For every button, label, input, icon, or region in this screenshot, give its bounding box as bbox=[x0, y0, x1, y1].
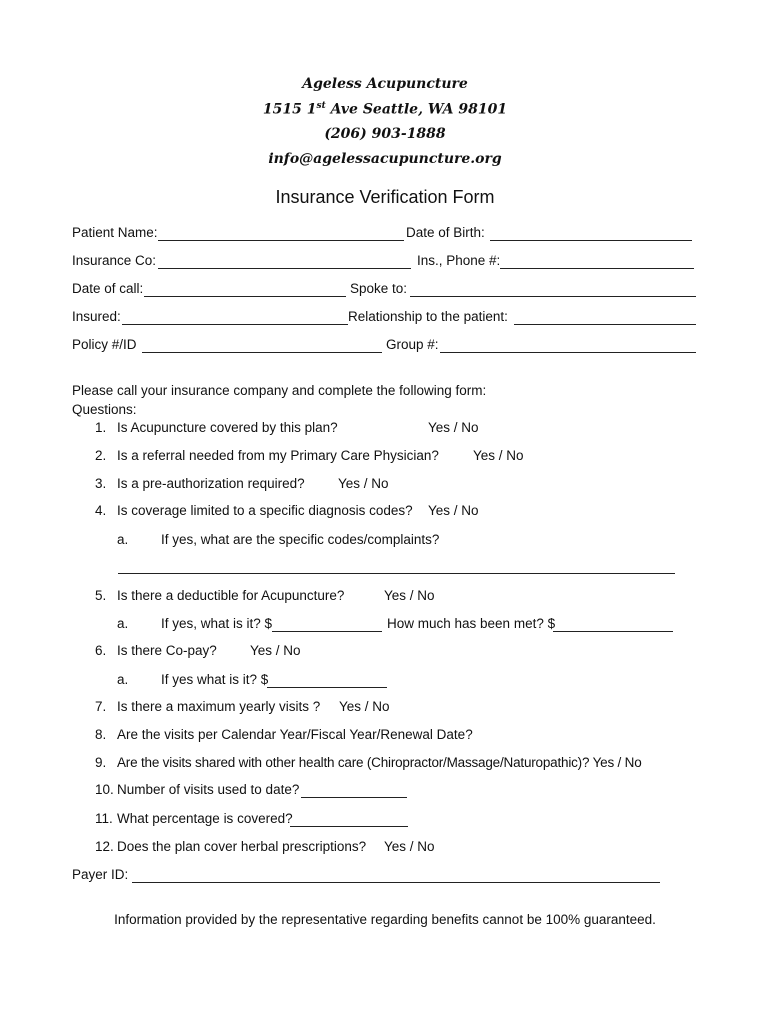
question-text: Is coverage limited to a specific diagnosis codes? bbox=[117, 503, 413, 518]
question-number: 8. bbox=[95, 727, 107, 742]
insured-label: Insured: bbox=[72, 309, 121, 324]
group-field[interactable] bbox=[440, 352, 696, 353]
yes-no-choice[interactable]: Yes / No bbox=[473, 448, 524, 463]
copay-amount-field[interactable] bbox=[267, 687, 387, 688]
yes-no-choice[interactable]: Yes / No bbox=[384, 588, 435, 603]
patient-name-label: Patient Name: bbox=[72, 225, 158, 240]
question-text: What percentage is covered? bbox=[117, 811, 293, 826]
codes-complaints-field[interactable] bbox=[118, 573, 675, 574]
question-number: 2. bbox=[95, 448, 107, 463]
question-number: 4. bbox=[95, 503, 107, 518]
amount-met-field[interactable] bbox=[553, 631, 673, 632]
sub-question-text: If yes, what is it? $ bbox=[161, 616, 273, 631]
question-text: Number of visits used to date? bbox=[117, 782, 300, 797]
question-text: Are the visits per Calendar Year/Fiscal Year/Renewal Date? bbox=[117, 727, 473, 742]
insured-field[interactable] bbox=[122, 324, 348, 325]
insurance-co-label: Insurance Co: bbox=[72, 253, 157, 268]
practice-name: Ageless Acupuncture bbox=[302, 76, 468, 92]
relationship-field[interactable] bbox=[514, 324, 696, 325]
question-text: Is a pre-authorization required? bbox=[117, 476, 305, 491]
sub-question-text: If yes, what are the specific codes/complaints? bbox=[161, 532, 440, 547]
ins-phone-field[interactable] bbox=[500, 268, 694, 269]
yes-no-choice[interactable]: Yes / No bbox=[428, 503, 479, 518]
question-text: Is there a maximum yearly visits ? bbox=[117, 699, 321, 714]
question-number: 9. bbox=[95, 755, 107, 770]
yes-no-choice[interactable]: Yes / No bbox=[428, 420, 479, 435]
policy-label: Policy #/ID bbox=[72, 337, 137, 352]
question-number: 11. bbox=[95, 811, 113, 826]
question-number: 7. bbox=[95, 699, 107, 714]
disclaimer-text: Information provided by the representative regarding benefits cannot be 100% guaranteed. bbox=[114, 912, 656, 927]
dob-label: Date of Birth: bbox=[406, 225, 485, 240]
date-of-call-label: Date of call: bbox=[72, 281, 144, 296]
question-number: 10. bbox=[95, 782, 114, 797]
yes-no-choice[interactable]: Yes / No bbox=[384, 839, 435, 854]
question-text: Is Acupuncture covered by this plan? bbox=[117, 420, 338, 435]
relationship-label: Relationship to the patient: bbox=[348, 309, 508, 324]
yes-no-choice[interactable]: Yes / No bbox=[338, 476, 389, 491]
sub-letter: a. bbox=[117, 672, 129, 687]
payer-id-field[interactable] bbox=[132, 882, 660, 883]
yes-no-choice[interactable]: Yes / No bbox=[339, 699, 390, 714]
deductible-amount-field[interactable] bbox=[272, 631, 382, 632]
question-number: 12. bbox=[95, 839, 114, 854]
insurance-co-field[interactable] bbox=[158, 268, 411, 269]
ins-phone-label: Ins., Phone #: bbox=[417, 253, 501, 268]
visits-used-field[interactable] bbox=[301, 797, 407, 798]
dob-field[interactable] bbox=[490, 240, 692, 241]
intro-text: Please call your insurance company and complete the following form: bbox=[72, 383, 487, 398]
group-label: Group #: bbox=[386, 337, 439, 352]
sub-letter: a. bbox=[117, 616, 129, 631]
percentage-field[interactable] bbox=[290, 826, 408, 827]
question-number: 6. bbox=[95, 643, 107, 658]
patient-name-field[interactable] bbox=[158, 240, 404, 241]
yes-no-choice[interactable]: Yes / No bbox=[250, 643, 301, 658]
spoke-to-field[interactable] bbox=[410, 296, 696, 297]
practice-address: 1515 1st Ave Seattle, WA 98101 bbox=[262, 101, 508, 118]
question-text: Does the plan cover herbal prescriptions? bbox=[117, 839, 367, 854]
date-of-call-field[interactable] bbox=[144, 296, 346, 297]
spoke-to-label: Spoke to: bbox=[350, 281, 408, 296]
question-text: Is there a deductible for Acupuncture? bbox=[117, 588, 345, 603]
payer-id-label: Payer ID: bbox=[72, 867, 129, 882]
question-text: Are the visits shared with other health care (Chiropractor/Massage/Naturopathic)? Yes / No bbox=[117, 755, 642, 770]
form-title: Insurance Verification Form bbox=[275, 187, 495, 207]
practice-phone: (206) 903-1888 bbox=[324, 126, 446, 142]
policy-field[interactable] bbox=[142, 352, 382, 353]
practice-email: info@agelessacupuncture.org bbox=[268, 151, 502, 167]
question-number: 1. bbox=[95, 420, 107, 435]
question-text: Is a referral needed from my Primary Care Physician? bbox=[117, 448, 439, 463]
question-number: 3. bbox=[95, 476, 107, 491]
questions-label: Questions: bbox=[72, 402, 137, 417]
amount-met-label: How much has been met? $ bbox=[387, 616, 556, 631]
question-text: Is there Co-pay? bbox=[117, 643, 217, 658]
sub-letter: a. bbox=[117, 532, 129, 547]
sub-question-text: If yes what is it? $ bbox=[161, 672, 269, 687]
question-number: 5. bbox=[95, 588, 107, 603]
